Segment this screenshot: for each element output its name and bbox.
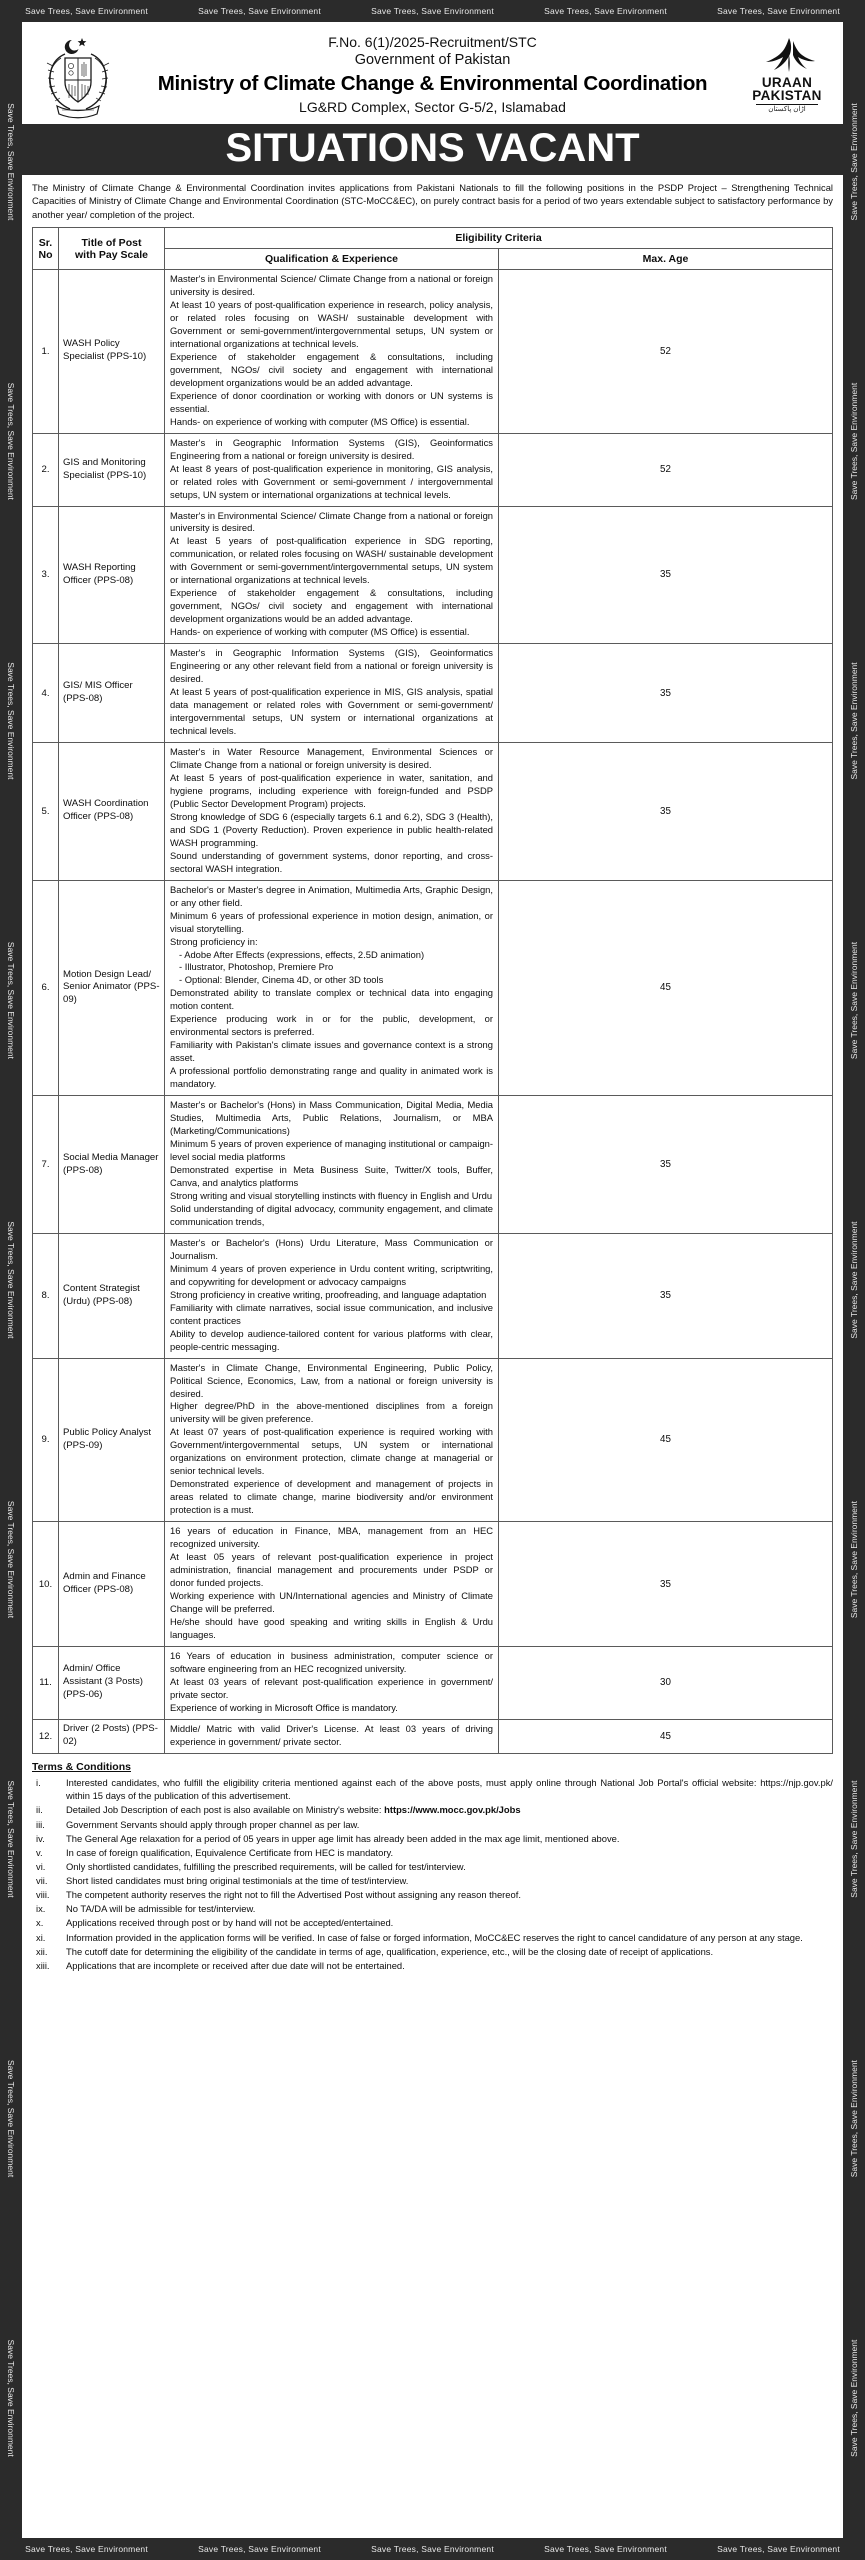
- cell-sr-no: 2.: [33, 433, 59, 506]
- terms-item-number: x.: [36, 1917, 44, 1929]
- watermark-text: Save Trees, Save Environment: [849, 2339, 859, 2457]
- terms-item-number: xiii.: [36, 1959, 50, 1971]
- qualification-line: Familiarity with climate narratives, social issue communication, and inclusive content practices: [170, 1301, 493, 1326]
- qualification-line: Experience of stakeholder engagement & consultations, including government, NGOs/ civil society and engagement with international development organizations would be an added advantage.: [170, 350, 493, 388]
- document-header: [22, 22, 843, 124]
- terms-item-number: i.: [36, 1776, 41, 1788]
- cell-sr-no: 10.: [33, 1522, 59, 1647]
- cell-post-title: Public Policy Analyst (PPS-09): [59, 1358, 165, 1522]
- cell-qualification: [165, 1522, 499, 1647]
- watermark-text: Save Trees, Save Environment: [849, 2060, 859, 2178]
- cell-qualification: [165, 644, 499, 743]
- qualification-line: Strong writing and visual storytelling instincts with fluency in English and Urdu: [170, 1189, 493, 1201]
- qualification-line: Experience of stakeholder engagement & consultations, including government, NGOs/ civil society and engagement with international development organizations would be an added advantage.: [170, 587, 493, 625]
- qualification-line: Strong knowledge of SDG 6 (especially targets 6.1 and 6.2), SDG 3 (Health), and SDG 1 (Poverty Reduction). Proven experience in public health-related WASH programming.: [170, 810, 493, 848]
- watermark-text: Save Trees, Save Environment: [6, 1221, 16, 1339]
- cell-sr-no: 1.: [33, 270, 59, 434]
- qualification-line: Master's in Geographic Information Systems (GIS), Geoinformatics Engineering from a national or foreign university is desired.: [170, 436, 493, 461]
- qualification-line: Experience of donor coordination or working with donors or UN systems is essential.: [170, 389, 493, 414]
- pakistan-state-emblem-icon: [39, 30, 117, 120]
- cell-sr-no: 11.: [33, 1646, 59, 1719]
- terms-item: [32, 1945, 833, 1959]
- qualification-line: Minimum 4 years of proven experience in Urdu content writing, scriptwriting, and copywriting for development or advocacy campaigns: [170, 1262, 493, 1287]
- watermark-text: Save Trees, Save Environment: [371, 2544, 494, 2554]
- header-sr-line1: Sr.: [38, 236, 53, 249]
- watermark-text: Save Trees, Save Environment: [6, 1780, 16, 1898]
- terms-item-number: ii.: [36, 1804, 43, 1816]
- cell-post-title: GIS/ MIS Officer (PPS-08): [59, 644, 165, 743]
- watermark-text: Save Trees, Save Environment: [6, 2339, 16, 2457]
- terms-item-text: No TA/DA will be admissible for test/interview.: [66, 1903, 256, 1915]
- qualification-line: At least 07 years of post-qualification experience is required working with Government/intergovernmental setups, UN system or international organizations on environment protection, climate change at managerial or senior technical levels.: [170, 1426, 493, 1477]
- watermark-text: Save Trees, Save Environment: [25, 6, 148, 16]
- cell-sr-no: 7.: [33, 1096, 59, 1234]
- terms-conditions-heading: Terms & Conditions: [32, 1760, 131, 1773]
- qualification-line: 16 Years of education in business administration, computer science or software engineering from an HEC recognized university.: [170, 1649, 493, 1674]
- posts-table-body: [33, 270, 833, 1754]
- cell-qualification: [165, 742, 499, 880]
- qualification-line: Demonstrated ability to translate complex or technical data into engaging motion content.: [170, 987, 493, 1012]
- qualification-line: At least 10 years of post-qualification experience in research, policy analysis, or related roles focusing on WASH/ sustainable development with Government or semi-government/intergovernmental setups, UN system or international organizations at technical levels.: [170, 298, 493, 349]
- qualification-line: At least 05 years of relevant post-qualification experience in project administration, financial management and procurements under PSDP or donor funded projects.: [170, 1551, 493, 1589]
- watermark-text: Save Trees, Save Environment: [6, 2060, 16, 2178]
- cell-qualification: [165, 270, 499, 434]
- terms-item-link[interactable]: https://www.mocc.gov.pk/Jobs: [384, 1804, 521, 1816]
- table-row: [33, 1096, 833, 1234]
- terms-item: [32, 1776, 833, 1803]
- cell-max-age: 35: [499, 1522, 833, 1647]
- table-row: [33, 1719, 833, 1753]
- header-title-of-post: [59, 228, 165, 270]
- qualification-line: Strong proficiency in creative writing, proofreading, and language adaptation: [170, 1288, 487, 1300]
- terms-item: [32, 1931, 833, 1945]
- watermark-text: Save Trees, Save Environment: [6, 103, 16, 221]
- qualification-line: 16 years of education in Finance, MBA, management from an HEC recognized university.: [170, 1525, 493, 1550]
- watermark-text: Save Trees, Save Environment: [849, 1501, 859, 1619]
- terms-item-text: Short listed candidates must bring original testimonials at the time of test/interview.: [66, 1875, 409, 1887]
- qualification-line: At least 8 years of post-qualification experience in monitoring, GIS analysis, or related roles with Government or semi-government / intergovernmental setups, UN system or international organizations at technical levels.: [170, 462, 493, 500]
- terms-item-text: Applications received through post or by hand will not be accepted/entertained.: [66, 1917, 394, 1929]
- ministry-name: Ministry of Climate Change & Environmental Coordination: [157, 72, 708, 96]
- qualification-line: Experience producing work in or for the public, development, or environmental sectors is preferred.: [170, 1013, 493, 1038]
- terms-item: [32, 1888, 833, 1902]
- terms-item-text: Government Servants should apply through proper channel as per law.: [66, 1818, 360, 1830]
- terms-item-text: Information provided in the application forms will be verified. In case of false or forged information, MoCC&EC reserves the right to cancel candidature of any person at any stage.: [66, 1931, 803, 1943]
- qualification-line: Demonstrated experience of development and management of projects in areas related to climate change, marine biodiversity and/or environment protection is a must.: [170, 1478, 493, 1516]
- terms-item-text: Only shortlisted candidates, fulfilling the prescribed requirements, will be called for test/interview.: [66, 1860, 466, 1872]
- cell-max-age: 35: [499, 1096, 833, 1234]
- qualification-line: Strong proficiency in:: [170, 935, 258, 947]
- table-row: [33, 270, 833, 434]
- watermark-text: Save Trees, Save Environment: [371, 6, 494, 16]
- watermark-text: Save Trees, Save Environment: [198, 2544, 321, 2554]
- table-row: [33, 742, 833, 880]
- terms-item-text: The cutoff date for determining the eligibility of the candidate in terms of age, qualification, experience, etc., will be the closing date of receipt of applications.: [66, 1945, 714, 1957]
- watermark-text: Save Trees, Save Environment: [6, 662, 16, 780]
- state-emblem-container: [32, 30, 124, 120]
- table-row: [33, 644, 833, 743]
- terms-item: [32, 1959, 833, 1973]
- cell-qualification: [165, 506, 499, 644]
- qualification-line: Minimum 5 years of proven experience of managing institutional or campaign-level social media platforms: [170, 1138, 493, 1163]
- watermark-text: Save Trees, Save Environment: [717, 2544, 840, 2554]
- cell-post-title: Motion Design Lead/ Senior Animator (PPS-09): [59, 880, 165, 1096]
- cell-max-age: 45: [499, 880, 833, 1096]
- posts-table: [32, 227, 833, 1754]
- watermark-text: Save Trees, Save Environment: [849, 1221, 859, 1339]
- terms-item-number: iii.: [36, 1818, 45, 1830]
- uraan-bird-icon: [759, 35, 815, 75]
- qualification-line: - Adobe After Effects (expressions, effects, 2.5D animation): [179, 948, 425, 960]
- terms-item-text: In case of foreign qualification, Equivalence Certificate from HEC is mandatory.: [66, 1846, 394, 1858]
- watermark-text: Save Trees, Save Environment: [6, 382, 16, 500]
- cell-max-age: 35: [499, 1233, 833, 1358]
- watermark-strip-left-inner: [0, 22, 22, 2538]
- watermark-strip-right: [843, 22, 865, 2538]
- watermark-strip-left: [0, 22, 22, 2538]
- table-row: [33, 433, 833, 506]
- cell-qualification: [165, 433, 499, 506]
- terms-item: [32, 1860, 833, 1874]
- cell-max-age: 35: [499, 644, 833, 743]
- uraan-logo-divider: [756, 104, 817, 105]
- cell-post-title: GIS and Monitoring Specialist (PPS-10): [59, 433, 165, 506]
- cell-qualification: [165, 880, 499, 1096]
- watermark-text: Save Trees, Save Environment: [25, 2544, 148, 2554]
- terms-item-number: xii.: [36, 1945, 48, 1957]
- cell-max-age: 45: [499, 1358, 833, 1522]
- cell-post-title: WASH Coordination Officer (PPS-08): [59, 742, 165, 880]
- terms-item: [32, 1803, 833, 1817]
- qualification-line: He/she should have good speaking and writing skills in English & Urdu languages.: [170, 1615, 493, 1640]
- terms-item-number: ix.: [36, 1903, 46, 1915]
- qualification-line: Ability to develop audience-tailored content for various platforms with clear, people-centric messaging.: [170, 1327, 493, 1352]
- qualification-line: Master's in Environmental Science/ Climate Change from a national or foreign university is desired.: [170, 273, 493, 297]
- qualification-line: A professional portfolio demonstrating range and quality in animated work is mandatory.: [170, 1065, 493, 1090]
- terms-item: [32, 1818, 833, 1832]
- uraan-logo-line2: PAKISTAN: [752, 88, 822, 103]
- watermark-text: Save Trees, Save Environment: [849, 382, 859, 500]
- header-eligibility-criteria: Eligibility Criteria: [165, 228, 833, 249]
- qualification-line: - Illustrator, Photoshop, Premiere Pro: [179, 961, 334, 973]
- header-max-age: Max. Age: [499, 249, 833, 270]
- terms-item-text: The competent authority reserves the right not to fill the Advertised Post without assigning any reason thereof.: [66, 1889, 521, 1901]
- uraan-logo-urdu: اڑان پاکستان: [768, 105, 806, 113]
- government-line: Government of Pakistan: [354, 52, 511, 69]
- qualification-line: Sound understanding of government systems, donor reporting, and cross-sectoral WASH integration.: [170, 849, 493, 874]
- table-row: [33, 1522, 833, 1647]
- terms-item-text: Interested candidates, who fulfill the eligibility criteria mentioned against each of the above posts, must apply online through National Job Portal's official website: https://njp.gov.pk/ within 15 days of the publication of this advertisement.: [66, 1776, 833, 1802]
- uraan-logo-line1: URAAN: [761, 74, 813, 90]
- qualification-line: Hands- on experience of working with computer (MS Office) is essential.: [170, 415, 470, 427]
- cell-max-age: 45: [499, 1719, 833, 1753]
- header-title-line2: with Pay Scale: [75, 248, 148, 261]
- qualification-line: - Optional: Blender, Cinema 4D, or other 3D tools: [179, 974, 384, 986]
- table-row: [33, 506, 833, 644]
- terms-item-number: vi.: [36, 1860, 46, 1872]
- qualification-line: Experience of working in Microsoft Office is mandatory.: [170, 1701, 398, 1713]
- terms-item-number: v.: [36, 1846, 43, 1858]
- file-number: F.No. 6(1)/2025-Recruitment/STC: [328, 33, 537, 50]
- qualification-line: At least 03 years of relevant post-qualification experience in government/ private sector.: [170, 1675, 493, 1700]
- terms-item: [32, 1902, 833, 1916]
- qualification-line: Master's in Geographic Information Systems (GIS), Geoinformatics Engineering or any other relevant field from a national or foreign university is desired.: [170, 647, 493, 685]
- terms-item-number: xi.: [36, 1931, 46, 1943]
- qualification-line: Master's in Climate Change, Environmental Engineering, Public Policy, Political Science, Economics, Law, from a national or foreign university is desired.: [170, 1361, 493, 1399]
- qualification-line: Demonstrated expertise in Meta Business Suite, Twitter/X tools, Buffer, Canva, and analytics platforms: [170, 1164, 493, 1188]
- cell-max-age: 52: [499, 433, 833, 506]
- cell-max-age: 52: [499, 270, 833, 434]
- table-header-row-1: [33, 228, 833, 249]
- cell-sr-no: 8.: [33, 1233, 59, 1358]
- qualification-line: Solid understanding of digital advocacy, community engagement, and climate communication trends,: [170, 1202, 493, 1227]
- uraan-pakistan-logo: [741, 35, 833, 116]
- qualification-line: Middle/ Matric with valid Driver's License. At least 03 years of driving experience in government/ private sector.: [170, 1722, 493, 1747]
- qualification-line: At least 5 years of post-qualification experience in SDG reporting, communication, or related roles focusing on WASH/ sustainable development with Government or semi-government/intergovernmental setups, UN system or international organizations at technical levels.: [170, 535, 493, 586]
- terms-item-number: viii.: [36, 1889, 50, 1901]
- terms-item: [32, 1832, 833, 1846]
- qualification-line: Hands- on experience of working with computer (MS Office) is essential.: [170, 626, 470, 638]
- terms-item-text: Applications that are incomplete or received after due date will not be entertained.: [66, 1959, 405, 1971]
- watermark-text: Save Trees, Save Environment: [717, 6, 840, 16]
- terms-conditions-list: [32, 1776, 833, 1973]
- cell-qualification: [165, 1646, 499, 1719]
- cell-sr-no: 3.: [33, 506, 59, 644]
- document-body: [22, 175, 843, 1981]
- watermark-text: Save Trees, Save Environment: [849, 941, 859, 1060]
- qualification-line: At least 5 years of post-qualification experience in MIS, GIS analysis, spatial data management or related roles with Government or semi-government/ intergovernmental setups, UN system or international organizations at technical levels.: [170, 686, 493, 736]
- cell-sr-no: 6.: [33, 880, 59, 1096]
- qualification-line: Master's or Bachelor's (Hons) in Mass Communication, Digital Media, Media Studies, Multimedia Arts, Public Relations, Journalism, or MBA (Marketing/Communications): [170, 1099, 493, 1137]
- cell-post-title: Admin/ Office Assistant (3 Posts) (PPS-06): [59, 1646, 165, 1719]
- cell-max-age: 35: [499, 506, 833, 644]
- qualification-line: Higher degree/PhD in the above-mentioned disciplines from a foreign university will be given preference.: [170, 1400, 493, 1425]
- watermark-text: Save Trees, Save Environment: [849, 103, 859, 221]
- watermark-text: Save Trees, Save Environment: [198, 6, 321, 16]
- qualification-line: At least 5 years of post-qualification experience in water, sanitation, and hygiene programs, including experience with foreign-funded and PSDP (Public Sector Development Program) projects.: [170, 771, 493, 809]
- qualification-line: Master's in Environmental Science/ Climate Change from a national or foreign university is desired.: [170, 509, 493, 534]
- qualification-line: Minimum 6 years of professional experience in motion design, animation, or visual storytelling.: [170, 909, 493, 934]
- table-row: [33, 1646, 833, 1719]
- table-row: [33, 1358, 833, 1522]
- intro-paragraph: The Ministry of Climate Change & Environmental Coordination invites applications from Pakistani Nationals to fill the following positions in the PSDP Project – Strengthening Technical Capacities of Ministry of Climate Change and Environmental Coordination (STC-MoCC&EC), on purely contract basis for a period of two years extendable subject to satisfactory performance by another year/ completion of the project.: [32, 182, 833, 220]
- table-row: [33, 1233, 833, 1358]
- qualification-line: Bachelor's or Master's degree in Animation, Multimedia Arts, Graphic Design, or any other field.: [170, 883, 493, 908]
- terms-item-number: vii.: [36, 1875, 48, 1887]
- qualification-line: Working experience with UN/International agencies and Ministry of Climate Change will be preferred.: [170, 1590, 493, 1614]
- cell-post-title: Admin and Finance Officer (PPS-08): [59, 1522, 165, 1647]
- cell-max-age: 30: [499, 1646, 833, 1719]
- header-sr-line2: No: [38, 248, 53, 261]
- cell-post-title: Content Strategist (Urdu) (PPS-08): [59, 1233, 165, 1358]
- cell-sr-no: 5.: [33, 742, 59, 880]
- watermark-text: Save Trees, Save Environment: [849, 662, 859, 780]
- cell-qualification: [165, 1358, 499, 1522]
- cell-post-title: Driver (2 Posts) (PPS-02): [59, 1719, 165, 1753]
- cell-sr-no: 9.: [33, 1358, 59, 1522]
- terms-item-text: Detailed Job Description of each post is also available on Ministry's website: https://www.mocc.gov.pk/Jobs: [66, 1804, 521, 1816]
- terms-item: [32, 1916, 833, 1930]
- header-qualification-experience: Qualification & Experience: [165, 249, 499, 270]
- cell-post-title: WASH Reporting Officer (PPS-08): [59, 506, 165, 644]
- terms-item: [32, 1874, 833, 1888]
- header-text-block: [124, 34, 741, 116]
- qualification-line: Master's or Bachelor's (Hons) Urdu Literature, Mass Communication or Journalism.: [170, 1236, 493, 1261]
- watermark-text: Save Trees, Save Environment: [544, 2544, 667, 2554]
- ministry-address: LG&RD Complex, Sector G-5/2, Islamabad: [299, 98, 566, 115]
- watermark-strip-top: [0, 0, 865, 22]
- cell-sr-no: 12.: [33, 1719, 59, 1753]
- terms-item: [32, 1846, 833, 1860]
- watermark-text: Save Trees, Save Environment: [544, 6, 667, 16]
- terms-item-number: iv.: [36, 1832, 45, 1844]
- watermark-text: Save Trees, Save Environment: [849, 1780, 859, 1898]
- watermark-strip-right-inner: [843, 22, 865, 2538]
- cell-qualification: [165, 1719, 499, 1753]
- header-title-line1: Title of Post: [81, 236, 142, 249]
- cell-post-title: WASH Policy Specialist (PPS-10): [59, 270, 165, 434]
- situations-vacant-banner: SITUATIONS VACANT: [22, 124, 843, 175]
- qualification-line: Master's in Water Resource Management, Environmental Sciences or Climate Change from a national or foreign university is desired.: [170, 745, 493, 770]
- cell-qualification: [165, 1233, 499, 1358]
- watermark-text: Save Trees, Save Environment: [6, 1500, 16, 1619]
- watermark-strip-bottom: [0, 2538, 865, 2560]
- cell-qualification: [165, 1096, 499, 1234]
- posts-table-head: [33, 228, 833, 270]
- cell-post-title: Social Media Manager (PPS-08): [59, 1096, 165, 1234]
- document-sheet: [22, 22, 843, 2538]
- qualification-line: Familiarity with Pakistan's climate issues and governance context is a strong asset.: [170, 1039, 493, 1064]
- cell-sr-no: 4.: [33, 644, 59, 743]
- terms-item-text: The General Age relaxation for a period of 05 years in upper age limit has already been added in the max age limit, mentioned above.: [66, 1832, 620, 1844]
- watermark-text: Save Trees, Save Environment: [6, 941, 16, 1059]
- table-row: [33, 880, 833, 1096]
- cell-max-age: 35: [499, 742, 833, 880]
- header-sr-no: [33, 228, 59, 270]
